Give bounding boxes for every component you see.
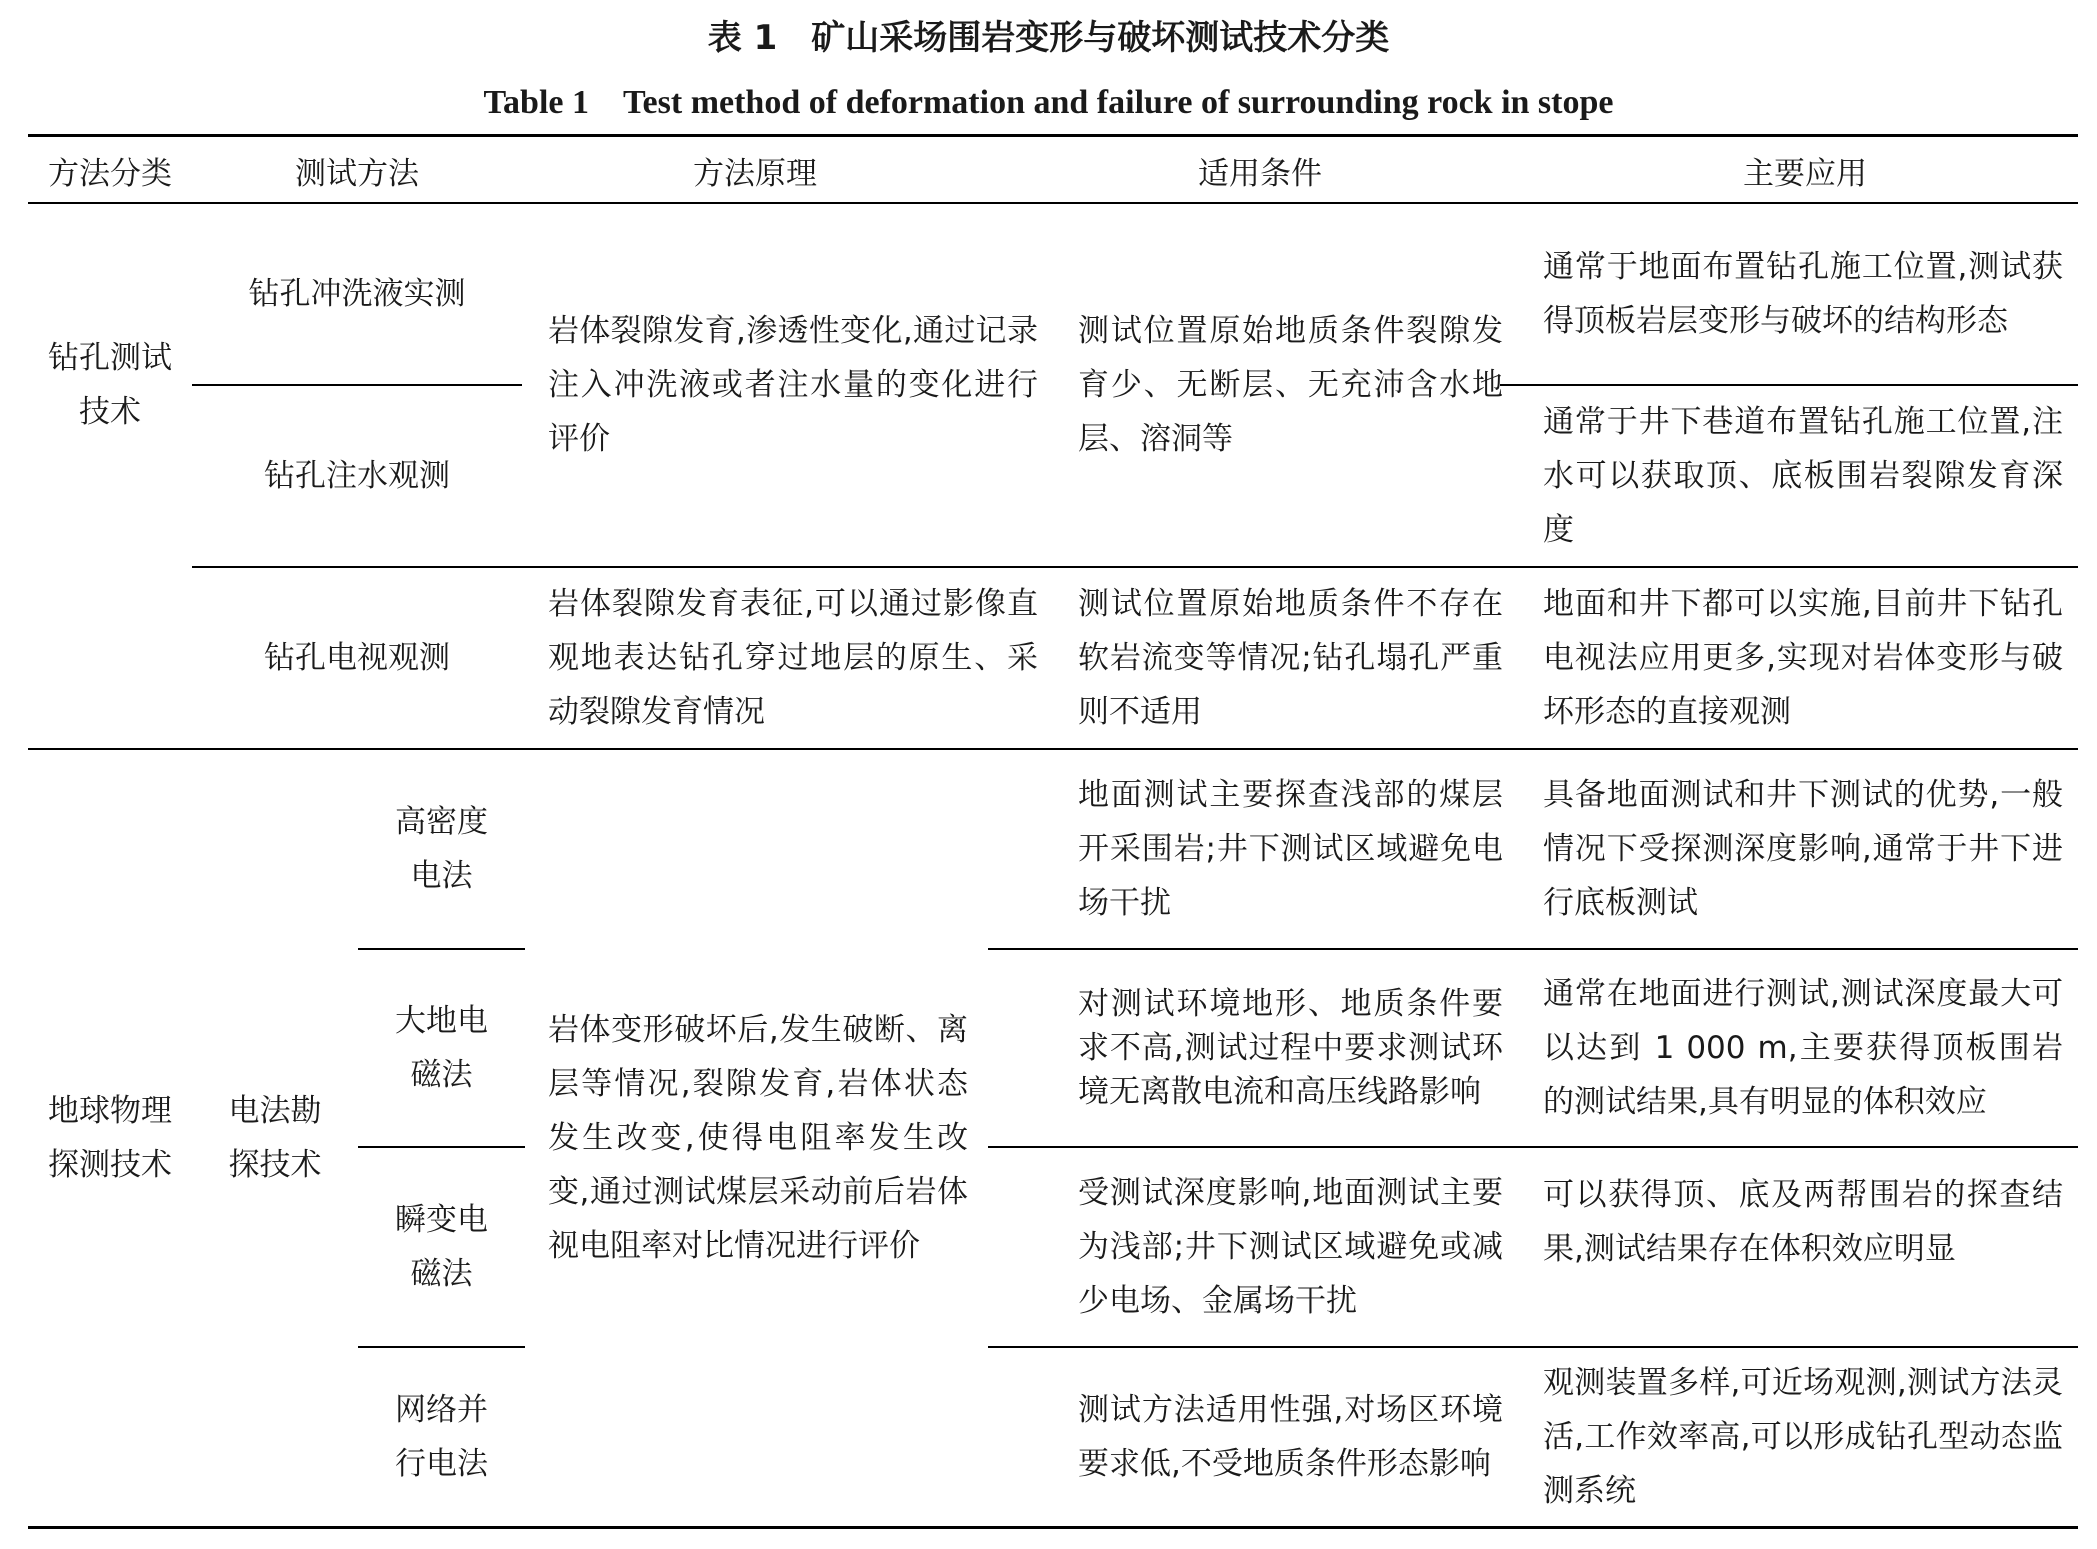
method-network-parallel: 网络并 行电法 [395,1392,488,1482]
condition-magnetotelluric: 对测试环境地形、地质条件要求不高,测试过程中要求测试环境无离散电流和高压线路影响 [1078,986,1503,1110]
category-borehole: 钻孔测试 技术 [48,340,172,430]
bottom-rule [28,1526,2078,1529]
method-borehole-tv: 钻孔电视观测 [264,640,450,676]
method-magnetotelluric: 大地电 磁法 [395,1003,488,1093]
condition-transient-em: 受测试深度影响,地面测试主要为浅部;井下测试区域避免或减少电场、金属场干扰 [1078,1175,1503,1319]
application-network-parallel: 观测装置多样,可近场观测,测试方法灵活,工作效率高,可以形成钻孔型动态监测系统 [1543,1365,2063,1509]
header-category: 方法分类 [48,156,172,192]
principle-resistivity: 岩体变形破坏后,发生破断、离层等情况,裂隙发育,岩体状态发生改变,使得电阻率发生改变,通过测试煤层采动前后岩体视电阻率对比情况进行评价 [548,1012,968,1264]
method-high-density: 高密度 电法 [395,804,488,894]
top-rule [28,134,2078,137]
application-magnetotelluric: 通常在地面进行测试,测试深度最大可以达到 1 000 m,主要获得顶板围岩的测试结果,具有明显的体积效应 [1543,976,2063,1120]
condition-borehole: 测试位置原始地质条件裂隙发育少、无断层、无充沛含水地层、溶洞等 [1078,313,1503,457]
application-flushing: 通常于地面布置钻孔施工位置,测试获得顶板岩层变形与破坏的结构形态 [1543,249,2063,339]
method-transient-em: 瞬变电 磁法 [395,1202,488,1292]
subcategory-electrical: 电法勘 探技术 [228,1093,322,1183]
header-principle: 方法原理 [693,156,817,192]
principle-permeability: 岩体裂隙发育,渗透性变化,通过记录注入冲洗液或者注水量的变化进行评价 [548,313,1038,457]
condition-high-density: 地面测试主要探查浅部的煤层开采围岩;井下测试区域避免电场干扰 [1078,777,1503,921]
table-title-cn: 表 1 矿山采场围岩变形与破坏测试技术分类 [707,18,1390,58]
table-title-en: Table 1 Test method of deformation and failure of surrounding rock in stope [483,84,1614,121]
condition-network-parallel: 测试方法适用性强,对场区环境要求低,不受地质条件形态影响 [1078,1392,1503,1482]
principle-borehole-tv: 岩体裂隙发育表征,可以通过影像直观地表达钻孔穿过地层的原生、采动裂隙发育情况 [548,586,1038,730]
application-water-injection: 通常于井下巷道布置钻孔施工位置,注水可以获取顶、底板围岩裂隙发育深度 [1543,404,2063,548]
header-condition: 适用条件 [1198,156,1322,192]
header-method: 测试方法 [295,156,419,192]
category-geophysical: 地球物理 探测技术 [48,1093,172,1183]
condition-borehole-tv: 测试位置原始地质条件不存在软岩流变等情况;钻孔塌孔严重则不适用 [1078,586,1503,730]
method-water-injection: 钻孔注水观测 [264,458,450,494]
application-high-density: 具备地面测试和井下测试的优势,一般情况下受探测深度影响,通常于井下进行底板测试 [1543,777,2063,921]
application-transient-em: 可以获得顶、底及两帮围岩的探查结果,测试结果存在体积效应明显 [1543,1177,2063,1267]
method-flushing: 钻孔冲洗液实测 [248,276,466,312]
header-application: 主要应用 [1743,156,1867,192]
application-borehole-tv: 地面和井下都可以实施,目前井下钻孔电视法应用更多,实现对岩体变形与破坏形态的直接观测 [1543,586,2063,730]
